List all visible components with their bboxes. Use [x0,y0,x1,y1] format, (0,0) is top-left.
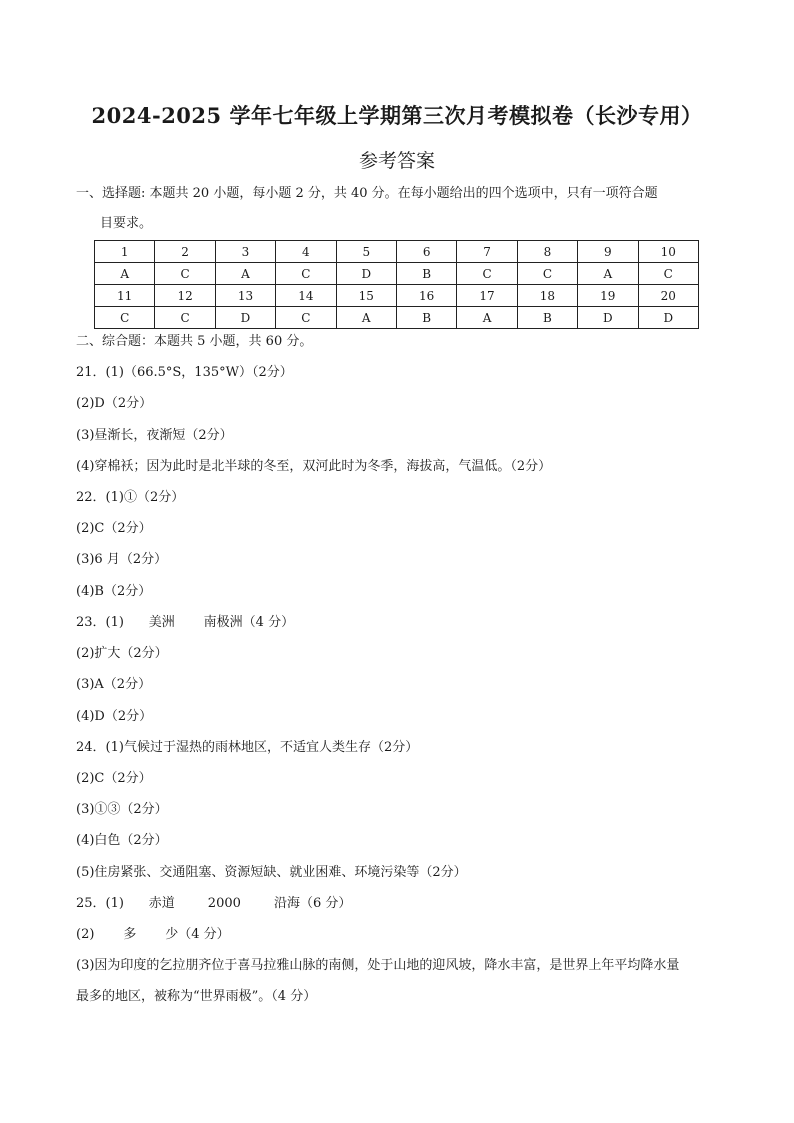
table-cell: 14 [276,285,336,307]
table-cell: 18 [517,285,577,307]
section2-heading: 二、综合题：本题共 5 小题，共 60 分。 [76,334,313,349]
answer-line-22-1: 22．(1)①（2分） [76,490,185,505]
table-row [95,241,699,263]
table-cell: C [155,307,215,329]
table-cell: D [215,307,275,329]
table-cell: A [457,307,517,329]
answer-line-24-4: (4)白色（2分） [76,833,168,848]
table-cell: 7 [457,241,517,263]
table-cell: 1 [95,241,155,263]
table-cell: C [95,307,155,329]
table-cell: 12 [155,285,215,307]
table-cell: 10 [638,241,698,263]
table-cell: C [276,263,336,285]
answer-key-subtitle: 参考答案 [358,150,435,172]
section1-heading-continued: 目要求。 [100,216,153,231]
table-cell: A [215,263,275,285]
table-cell: C [457,263,517,285]
answer-line-23-2: (2)扩大（2分） [76,646,168,661]
answer-line-24-5: (5)住房紧张、交通阻塞、资源短缺、就业困难、环境污染等（2分） [76,865,467,880]
table-cell: C [638,263,698,285]
table-cell: A [336,307,396,329]
table-cell: D [638,307,698,329]
table-cell: 19 [578,285,638,307]
table-cell: C [517,263,577,285]
answer-line-23-1: 23．(1) 美洲 南极洲（4 分） [76,615,295,630]
table-cell: 3 [215,241,275,263]
exam-title: 2024-2025 学年七年级上学期第三次月考模拟卷（长沙专用） [91,103,703,128]
table-cell: 2 [155,241,215,263]
answer-line-21-1: 21．(1)（66.5°S，135°W）（2分） [76,365,293,380]
table-cell: B [517,307,577,329]
answer-line-23-4: (4)D（2分） [76,709,153,724]
answer-line-22-3: (3)6 月（2分） [76,552,168,567]
table-cell: D [578,307,638,329]
answer-line-22-4: (4)B（2分） [76,584,152,599]
table-cell: 6 [396,241,456,263]
table-cell: 17 [457,285,517,307]
answer-line-21-3: (3)昼渐长，夜渐短（2分） [76,428,233,443]
table-cell: B [396,307,456,329]
answer-line-24-3: (3)①③（2分） [76,802,168,817]
table-cell: A [578,263,638,285]
table-cell: D [336,263,396,285]
table-cell: 13 [215,285,275,307]
answer-table [94,240,699,329]
answer-line-24-1: 24．(1)气候过于湿热的雨林地区，不适宜人类生存（2分） [76,740,419,755]
answer-line-21-4: (4)穿棉袄；因为此时是北半球的冬至，双河此时为冬季，海拔高，气温低。（2分） [76,459,552,474]
table-cell: 16 [396,285,456,307]
answer-line-21-2: (2)D（2分） [76,396,153,411]
table-cell: 11 [95,285,155,307]
table-cell: 8 [517,241,577,263]
table-cell: 9 [578,241,638,263]
table-cell: 4 [276,241,336,263]
table-cell: 5 [336,241,396,263]
table-cell: 15 [336,285,396,307]
section1-heading: 一、选择题: 本题共 20 小题，每小题 2 分，共 40 分。在每小题给出的四个选项中，只有一项符合题 [76,186,658,201]
table-cell: C [155,263,215,285]
answer-line-25-2: (2) 多 少（4 分） [76,927,230,942]
table-row [95,285,699,307]
answer-line-25-1: 25．(1) 赤道 2000 沿海（6 分） [76,896,352,911]
table-cell: 20 [638,285,698,307]
table-cell: C [276,307,336,329]
table-cell: B [396,263,456,285]
table-row [95,263,699,285]
answer-line-25-3-continued: 最多的地区，被称为“世界雨极”。（4 分） [76,989,317,1004]
answer-line-25-3: (3)因为印度的乞拉朋齐位于喜马拉雅山脉的南侧，处于山地的迎风坡，降水丰富，是世界上年平均降水量 [76,958,680,973]
answer-line-24-2: (2)C（2分） [76,771,152,786]
answer-line-23-3: (3)A（2分） [76,677,152,692]
table-row [95,307,699,329]
table-cell: A [95,263,155,285]
answer-line-22-2: (2)C（2分） [76,521,152,536]
